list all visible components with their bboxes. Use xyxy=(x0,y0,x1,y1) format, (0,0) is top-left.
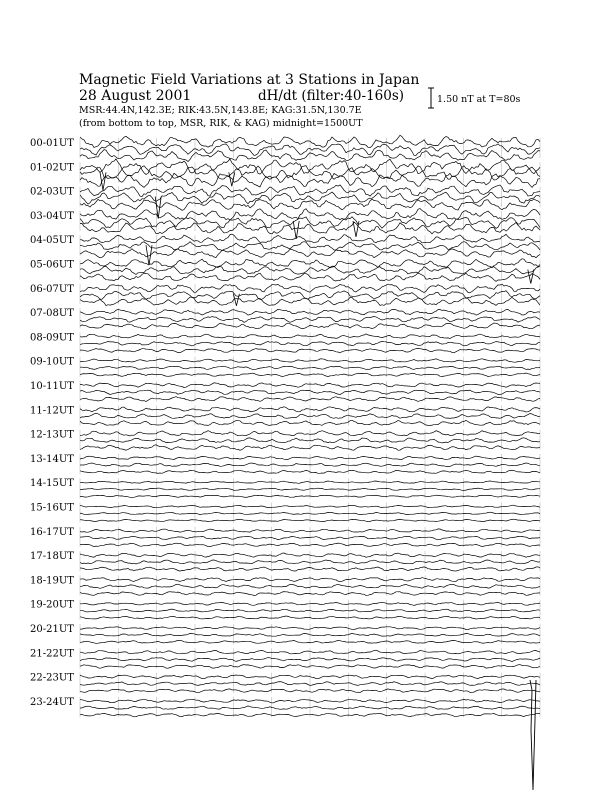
row-label: 12-13UT xyxy=(30,429,74,441)
trace-spike xyxy=(229,172,235,186)
row-label: 00-01UT xyxy=(30,138,74,149)
row-label: 09-10UT xyxy=(30,356,74,368)
row-label: 15-16UT xyxy=(30,502,74,514)
row-label: 10-11UT xyxy=(30,381,74,392)
row-label: 11-12UT xyxy=(30,405,74,417)
row-label: 03-04UT xyxy=(30,210,74,222)
row-label: 21-22UT xyxy=(30,648,74,660)
row-label: 23-24UT xyxy=(30,696,74,708)
row-label: 14-15UT xyxy=(30,478,74,490)
row-label: 16-17UT xyxy=(30,526,74,538)
trace-spike xyxy=(293,221,299,239)
chart-title: Magnetic Field Variations at 3 Stations in Japan xyxy=(79,72,420,88)
row-label: 06-07UT xyxy=(30,283,74,295)
row-label: 19-20UT xyxy=(30,599,74,611)
trace-spike xyxy=(146,245,152,265)
scale-label: 1.50 nT at T=80s xyxy=(437,94,521,105)
row-label: 02-03UT xyxy=(30,186,74,198)
row-label: 17-18UT xyxy=(30,551,74,563)
row-label: 01-02UT xyxy=(30,162,74,174)
trace-spike xyxy=(530,680,536,790)
station-order-note: (from bottom to top, MSR, RIK, & KAG) midnight=1500UT xyxy=(79,118,363,129)
row-label: 20-21UT xyxy=(30,624,74,635)
chart-date: 28 August 2001 xyxy=(79,88,192,104)
row-label: 05-06UT xyxy=(30,259,74,271)
station-coordinates: MSR:44.4N,142.3E; RIK:43.5N,143.8E; KAG:31.5N,130.7E xyxy=(79,105,362,116)
row-label: 08-09UT xyxy=(30,332,74,344)
row-label: 04-05UT xyxy=(30,235,74,247)
chart-quantity: dH/dt (filter:40-160s) xyxy=(258,88,405,104)
row-label: 13-14UT xyxy=(30,453,74,465)
row-label: 07-08UT xyxy=(30,308,74,320)
row-label: 18-19UT xyxy=(30,575,74,587)
row-label: 22-23UT xyxy=(30,672,74,684)
